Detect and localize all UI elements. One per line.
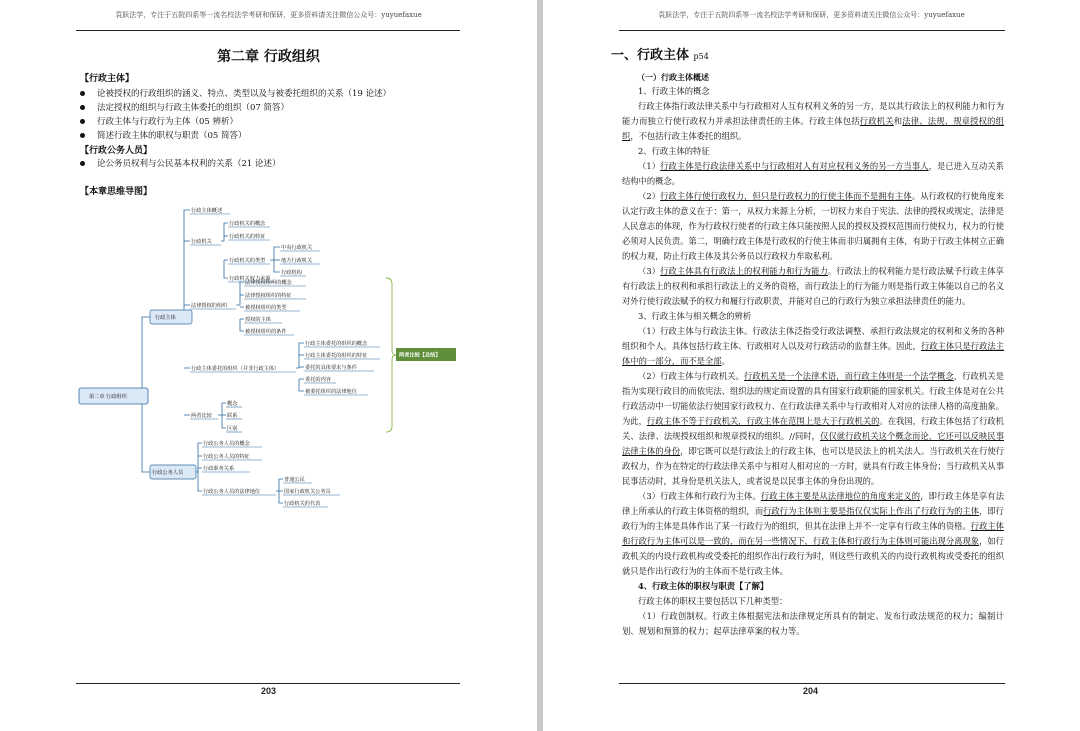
mindmap-node: 行政职务关系 — [203, 466, 235, 472]
mindmap-node: 地方行政机关 — [281, 258, 313, 264]
header-rule — [76, 30, 460, 31]
mindmap-node: 中央行政机关 — [281, 245, 313, 251]
mindmap-node: 国家行政机关公务员 — [284, 489, 331, 495]
mindmap-node: 普通公民 — [284, 477, 305, 483]
mindmap-node: 被授权组织的条件 — [245, 329, 287, 335]
mindmap-node: 行政主体概述 — [191, 208, 223, 214]
mindmap-node: 委托的具体要求与条件 — [305, 365, 357, 371]
footer-rule — [619, 683, 1005, 684]
mindmap-node: 法律授权组织的概念 — [245, 280, 292, 286]
mindmap-node: 授权的主体 — [245, 317, 271, 323]
mindmap-node: 行政机关的类型 — [229, 258, 266, 264]
mindmap-node: 行政公务人员的特征 — [203, 454, 250, 460]
mindmap-node: 行政机构 — [281, 270, 302, 276]
left-page — [0, 0, 537, 731]
subsection-heading: （一）行政主体概述 — [637, 72, 709, 82]
mindmap-node: 法律授权的组织 — [191, 303, 228, 309]
mind-map — [0, 200, 537, 507]
mindmap-node: 行政主体委托的组织的概念 — [305, 341, 368, 347]
mindmap-node: 委托的内容 — [305, 377, 331, 383]
mindmap-node: 行政机关 — [191, 239, 212, 245]
bullet-icon — [80, 161, 85, 166]
mindmap-root: 第二章 行政组织 — [89, 394, 127, 400]
bullet-icon — [80, 133, 85, 138]
list-item: 简述行政主体的职权与职责（05 简答） — [80, 129, 247, 141]
mindmap-node: 两者比较 — [191, 413, 212, 419]
list-item: 行政主体与行政行为主体（05 辨析） — [80, 115, 238, 127]
chapter-title: 第二章 行政组织 — [217, 49, 320, 65]
summary-brace — [386, 278, 396, 432]
mindmap-node: 行政机关的代表 — [284, 501, 321, 507]
section-heading: 一、行政主体 p54 — [611, 48, 709, 63]
header-rule — [619, 30, 1005, 31]
page-number: 203 — [261, 686, 277, 696]
mindmap-node: 行政公务人员的法律地位 — [203, 489, 261, 495]
mindmap-node: 被委托组织的法律地位 — [305, 389, 357, 395]
mindmap-node: 行政主体委托的组织（并非行政主体） — [191, 366, 280, 372]
mindmap-node: 概念 — [227, 401, 238, 407]
page-header: 袁跃法学，专注于五院四系等一流名校法学考研和保研，更多资料请关注微信公众号：yuyuefaxue — [658, 11, 965, 19]
section-title-subject: 【行政主体】 — [80, 74, 135, 84]
mindmap-node: 行政公务人员的概念 — [203, 441, 250, 447]
mindmap-node: 行政主体委托的组织的特征 — [305, 353, 368, 359]
mindmap-node: 区别 — [227, 426, 238, 432]
mindmap-node: 法律授权组织的特征 — [245, 293, 292, 299]
bullet-icon — [80, 105, 85, 110]
right-page — [543, 0, 1080, 731]
list-item: 论被授权的行政组织的涵义、特点、类型以及与被委托组织的关系（19 论述） — [80, 87, 391, 99]
body-text: 1、行政主体的概念 行政主体指行政法律关系中与行政相对人互有权利义务的另一方，是以其行政法上的权利能力和行为能力而独立行使行政权力并承担法律责任的主体。行政主体包括行政机关和法律、法规、规章授权的组织，不包括行政主体委托的组织。 2、行政主体的特征 （1）行政主体是行政法律关系中与行政相对人有对应权利义务的另一方当事人，是已进入互动关系结构中的概念。 （2）行政主体行使行政权力，但只是行政权力的行使主体而不是拥有主体。从行政权的行使角度来认定行政主体的意义在于：第一，从权力来源上分析，一切权力来自于宪法、法律的授权或规定，法律是人民意志的体现，作为行政权行使者的行政主体只能按照人民的授权及授权范围而行使权力，权力的行使必须对人民负责。第二，明确行政主体是行政权的行使主体而非归属拥有主体，有助于行政主体树立正确的权力观，防止行政主体及其公务员以行政权力牟取私利。 （3）行政主体具有行政法上的权利能力和行为能力。行政法上的权利能力是行政法赋予行政主体享有行政法上的权利和承担行政法上的义务的资格，而行政法上的行为能力则是指行政主体能以自己的名义对外行使行政法赋予的权力和履行行政职责，并能对自己的行政行为独立承担法律责任的能力。 3、行政主体与相关概念的辨析 （1）行政主体与行政法主体。行政法主体泛指受行政法调整、承担行政法规定的权利和义务的各种组织和个人。具体包括行政主体、行政相对人以及对行政活动的监督主体。因此，行政主体只是行政法主体中的一部分，而不是全部。 （2）行政主体与行政机关。行政机关是一个法律术语，而行政主体则是一个法学概念，行政机关是指为实现行政目的而依宪法、组织法的规定而设置的具有国家行政职能的国家机关。行政主体是对在公共行政活动中一切能依法行使国家行政权力、在行政法律关系中与行政相对人对应的法律人格的高度抽象。为此，行政主体不等于行政机关，行政主体在范围上是大于行政机关的。在我国，行政主体包括了行政机关、法律、法规授权组织和规章授权的组织。//同时，仅仅就行政机关这个概念而论，它还可以反映民事法律主体的身份，即它既可以是行政法上的行政主体，也可以是民法上的机关法人。当行政机关在行使行政权力，作为在特定的行政法律关系中与相对人相对应的一方时，就具有行政主体身份；当行政机关从事民事活动时，其身份是机关法人，或者说是以民事主体的身份出现的。 （3）行政主体和行政行为主体。行政主体主要是从法律地位的角度来定义的，即行政主体是享有法律上所承认的行政主体资格的组织，而行政行为主体则主要是指仅仅实际上作出了行政行为的主体，即行政行为的主体是具体作出了某一行政行为的组织，但其在法律上并不一定享有行政主体的资格。行政主体和行政行为主体可以是一致的，而在另一些情况下，行政主体和行政行为主体则可能出现分离现象，如行政机关的内设行政机构或受委托的组织作出行政行为时，则这些行政机关的内设行政机构或受委托的组织就只是作出行政行为的主体而不是行政主体。 4、行政主体的职权与职责【了解】 行政主体的职权主要包括以下几种类型： （1）行政创制权。行政主体根据宪法和法律规定所具有的制定、发布行政法规范的权力；编制计划、规划和预算的权力；起草法律草案的权力等。 — [622, 86, 1004, 636]
mindmap-title: 【本章思维导图】 — [80, 187, 153, 197]
mindmap-node: 行政机关权力来源 — [229, 276, 271, 282]
list-item: 法定授权的组织与行政主体委托的组织（07 简答） — [80, 101, 289, 113]
mindmap-node: 行政机关的概念 — [229, 221, 266, 227]
list-item: 论公务员权利与公民基本权利的关系（21 论述） — [80, 157, 281, 169]
mindmap-node: 行政机关的特征 — [229, 234, 266, 240]
summary-tag: 两者比较【总结】 — [399, 352, 441, 359]
mindmap-node: 被授权组织的类型 — [245, 305, 287, 311]
footer-rule — [76, 683, 460, 684]
branch-subject: 行政主体 — [155, 315, 176, 321]
branch-staff: 行政公务人员 — [152, 470, 184, 476]
page-number: 204 — [803, 686, 819, 696]
section-title-staff: 【行政公务人员】 — [80, 146, 153, 156]
mindmap-node: 联系 — [227, 413, 238, 419]
bullet-icon — [80, 119, 85, 124]
bullet-icon — [80, 91, 85, 96]
page-header: 袁跃法学，专注于五院四系等一流名校法学考研和保研，更多资料请关注微信公众号：yuyuefaxue — [115, 11, 422, 19]
